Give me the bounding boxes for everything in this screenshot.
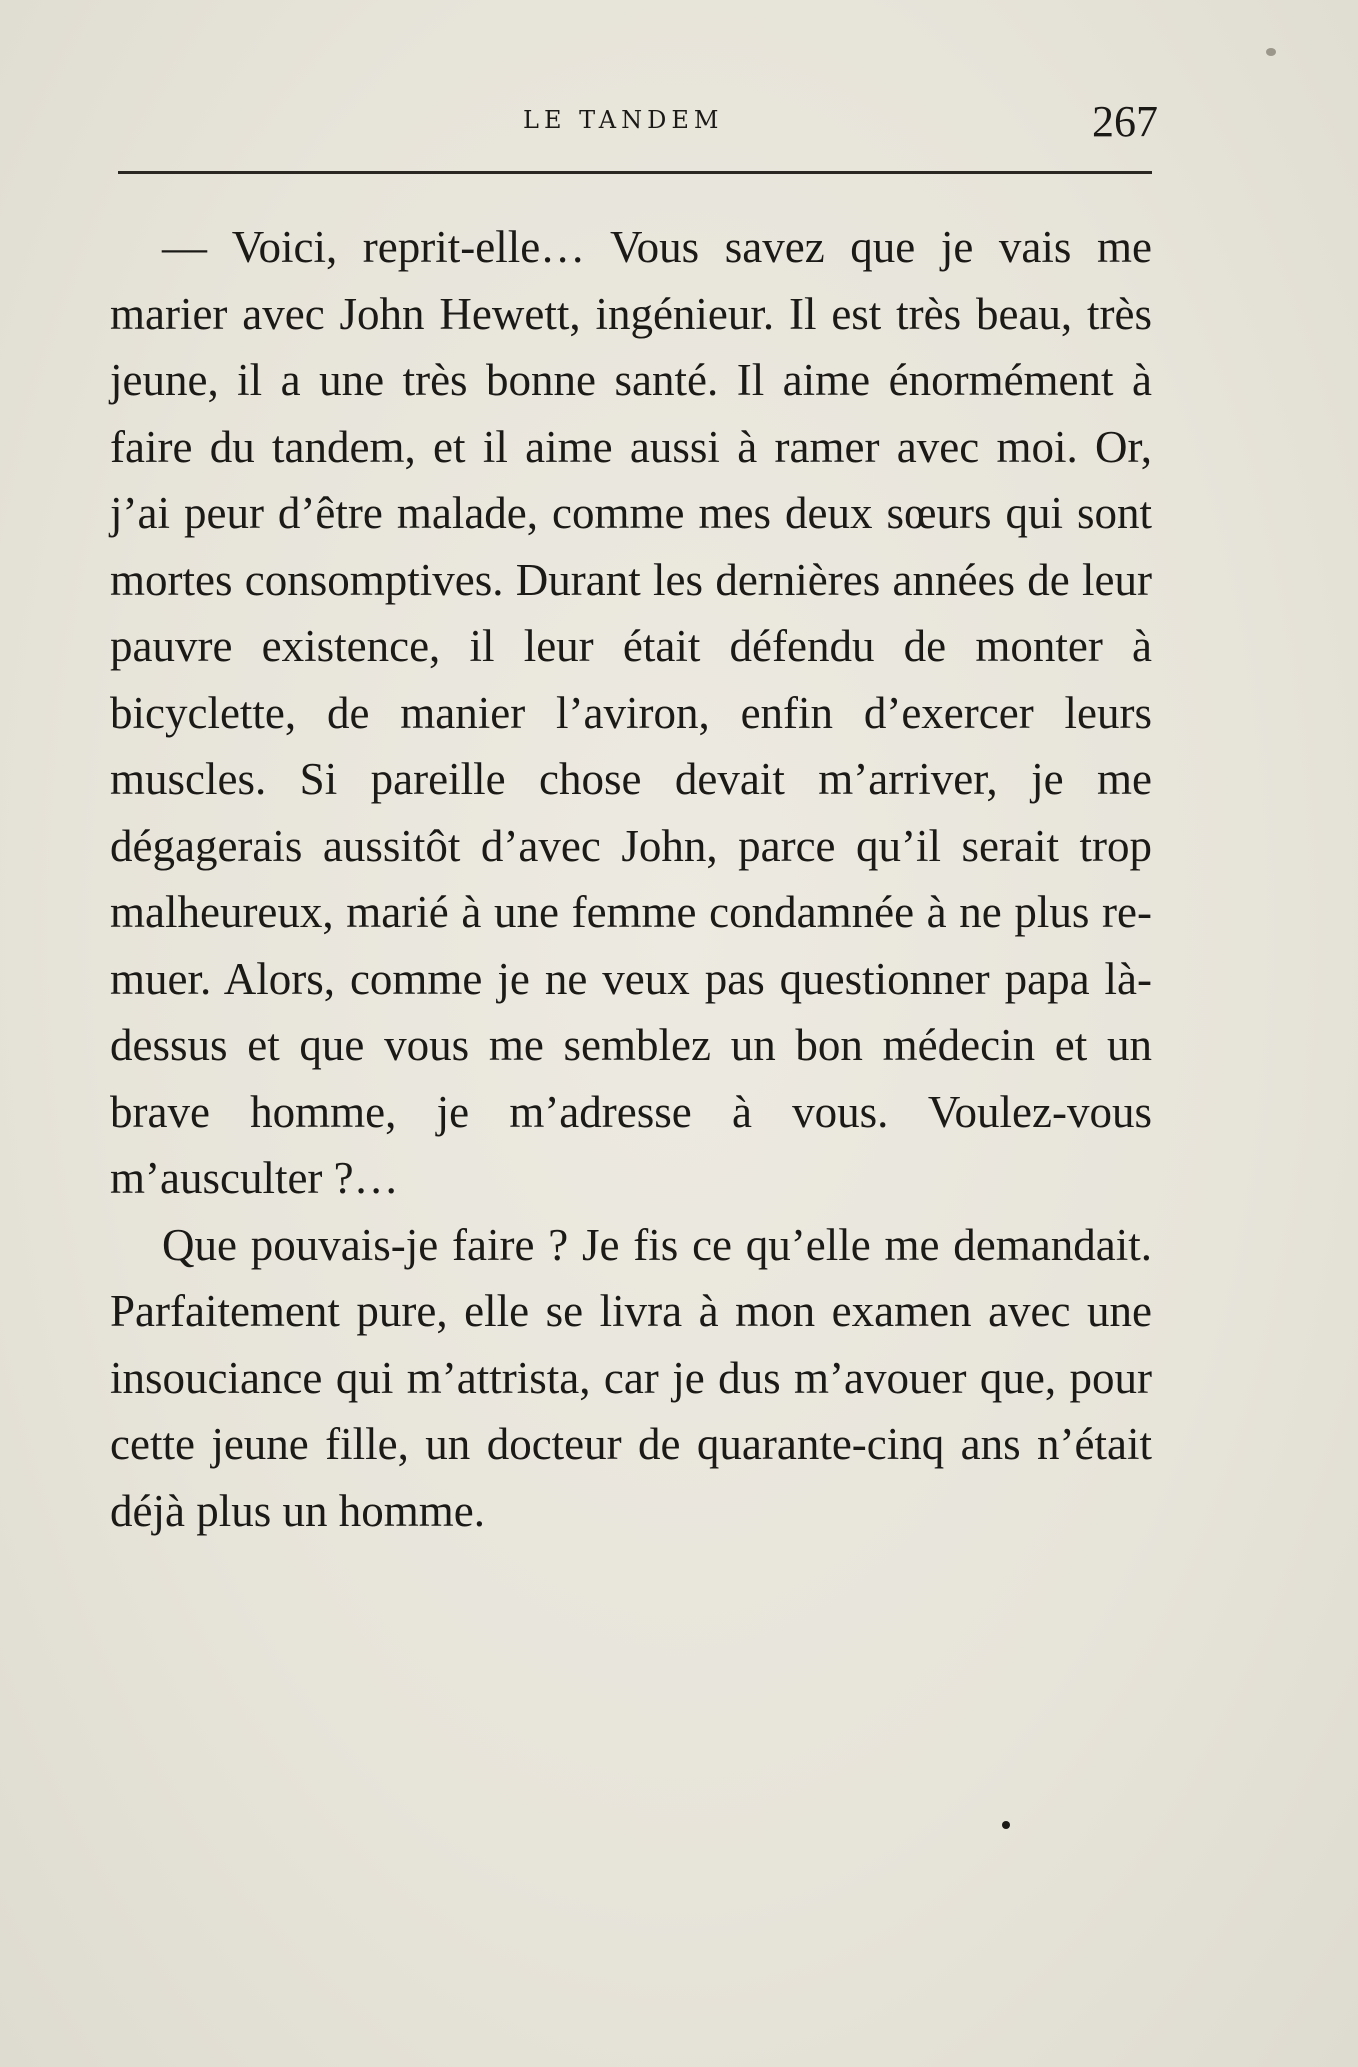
- paper-speck: [1266, 48, 1276, 56]
- header-rule: [118, 171, 1152, 174]
- body-text: [110, 214, 1152, 1544]
- paragraph-narration: Que pouvais-je faire ? Je fis ce qu’elle me demandait. Parfaitement pure, elle se livra à mon examen avec une insouciance qui m’attrista, car je dus m’avouer que, pour cette jeune fille, un docteur de quarante-cinq ans n’était déjà plus un homme.: [110, 1219, 1152, 1536]
- ink-mark: [1002, 1821, 1010, 1829]
- paragraph-dialogue: — Voici, reprit-elle… Vous savez que je vais me marier avec John Hewett, ingénieur. Il est très beau, très jeune, il a une très bonne santé. Il aime énormément à faire du tandem, et il aime aussi à ramer avec moi. Or, j’ai peur d’être malade, comme mes deux sœurs qui sont mortes consomptives. Durant les dernières années de leur pauvre existence, il leur était défendu de monter à bicyclette, de manier l’aviron, enfin d’exercer leurs muscles. Si pareille chose devait m’arriver, je me dégagerais aussitôt d’avec John, parce qu’il serait trop malheureux, marié à une femme condamnée à ne plus remuer. Alors, comme je ne veux pas questionner papa là-dessus et que vous me semblez un bon médecin et un brave homme, je m’adresse à vous. Voulez-vous m’ausculter ?…: [110, 222, 1152, 1203]
- running-title: LE TANDEM: [523, 106, 724, 134]
- page-number: 267: [1092, 97, 1158, 146]
- running-head: [118, 96, 1158, 146]
